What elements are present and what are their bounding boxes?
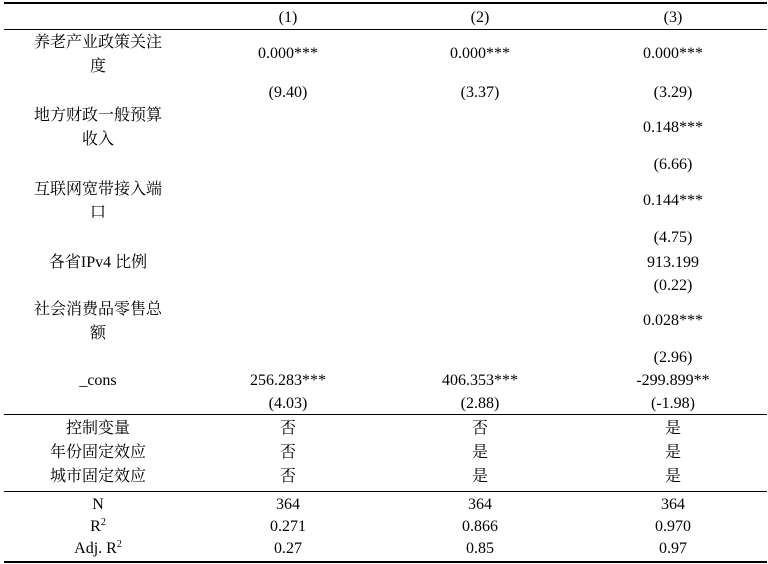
row-label-retail-sales-line2: 额 (89, 325, 106, 342)
r2-label-text: R (90, 518, 101, 535)
tstat-retail-sales-3: (2.96) (653, 349, 693, 366)
row-label-fiscal-revenue-line1: 地方财政一般预算 (33, 107, 162, 124)
year-fe-value-2: 是 (471, 444, 488, 461)
row-label-controls: 控制变量 (65, 420, 130, 437)
body-rule (4, 414, 767, 415)
coef-pension-policy-2: 0.000*** (450, 45, 510, 62)
adj-r2-value-2: 0.85 (466, 540, 494, 557)
r2-value-2: 0.866 (462, 518, 498, 535)
row-label-ipv4: 各省IPv4 比例 (48, 254, 148, 271)
city-fe-value-3: 是 (664, 468, 681, 485)
coef-cons-2: 406.353*** (442, 372, 518, 389)
r2-value-3: 0.970 (655, 518, 691, 535)
adj-r2-label-superscript: 2 (116, 539, 122, 550)
top-rule (4, 2, 767, 4)
r2-value-1: 0.271 (270, 518, 306, 535)
row-label-broadband-line1: 互联网宽带接入端 (33, 181, 162, 198)
tstat-pension-policy-2: (3.37) (460, 84, 500, 101)
row-label-retail-sales-line1: 社会消费品零售总 (33, 301, 162, 318)
city-fe-value-1: 否 (279, 468, 296, 485)
controls-value-2: 否 (471, 420, 488, 437)
n-value-2: 364 (468, 496, 492, 513)
controls-value-1: 否 (279, 420, 296, 437)
header-rule (4, 29, 767, 30)
adj-r2-value-1: 0.27 (274, 540, 302, 557)
tstat-cons-3: (-1.98) (651, 395, 695, 412)
n-value-3: 364 (661, 496, 685, 513)
row-label-n: N (92, 496, 104, 513)
tstat-broadband-3: (4.75) (653, 229, 693, 246)
coef-retail-sales-3: 0.028*** (643, 312, 703, 329)
controls-value-3: 是 (664, 420, 681, 437)
coef-pension-policy-3: 0.000*** (643, 45, 703, 62)
tstat-pension-policy-3: (3.29) (653, 84, 693, 101)
adj-r2-label-text: Adj. R (74, 540, 117, 557)
coef-ipv4-3: 913.199 (647, 254, 699, 271)
coef-cons-3: -299.899** (636, 372, 710, 389)
tstat-pension-policy-1: (9.40) (268, 84, 308, 101)
n-value-1: 364 (276, 496, 300, 513)
row-label-fiscal-revenue-line2: 收入 (81, 131, 114, 148)
controls-rule (4, 491, 767, 492)
coef-cons-1: 256.283*** (250, 372, 326, 389)
row-label-pension-policy-line1: 养老产业政策关注 (33, 34, 162, 51)
row-label-city-fe: 城市固定效应 (49, 468, 146, 485)
column-header-3: (3) (663, 9, 683, 26)
row-label-broadband-line2: 口 (89, 204, 106, 221)
adj-r2-value-3: 0.97 (659, 540, 687, 557)
coef-pension-policy-1: 0.000*** (258, 45, 318, 62)
column-header-2: (2) (470, 9, 490, 26)
year-fe-value-3: 是 (664, 444, 681, 461)
coef-broadband-3: 0.144*** (643, 192, 703, 209)
tstat-fiscal-revenue-3: (6.66) (653, 156, 693, 173)
bottom-rule (4, 561, 767, 563)
row-label-cons: _cons (79, 372, 117, 389)
coef-fiscal-revenue-3: 0.148*** (643, 119, 703, 136)
row-label-adj-r2 (4, 540, 192, 558)
row-label-r2 (4, 518, 192, 536)
column-header-1: (1) (278, 9, 298, 26)
city-fe-value-2: 是 (471, 468, 488, 485)
tstat-cons-2: (2.88) (460, 395, 500, 412)
row-label-pension-policy-line2: 度 (89, 58, 106, 75)
tstat-ipv4-3: (0.22) (653, 277, 693, 294)
year-fe-value-1: 否 (279, 444, 296, 461)
tstat-cons-1: (4.03) (268, 395, 308, 412)
r2-label-superscript: 2 (100, 517, 106, 528)
row-label-year-fe: 年份固定效应 (49, 444, 146, 461)
